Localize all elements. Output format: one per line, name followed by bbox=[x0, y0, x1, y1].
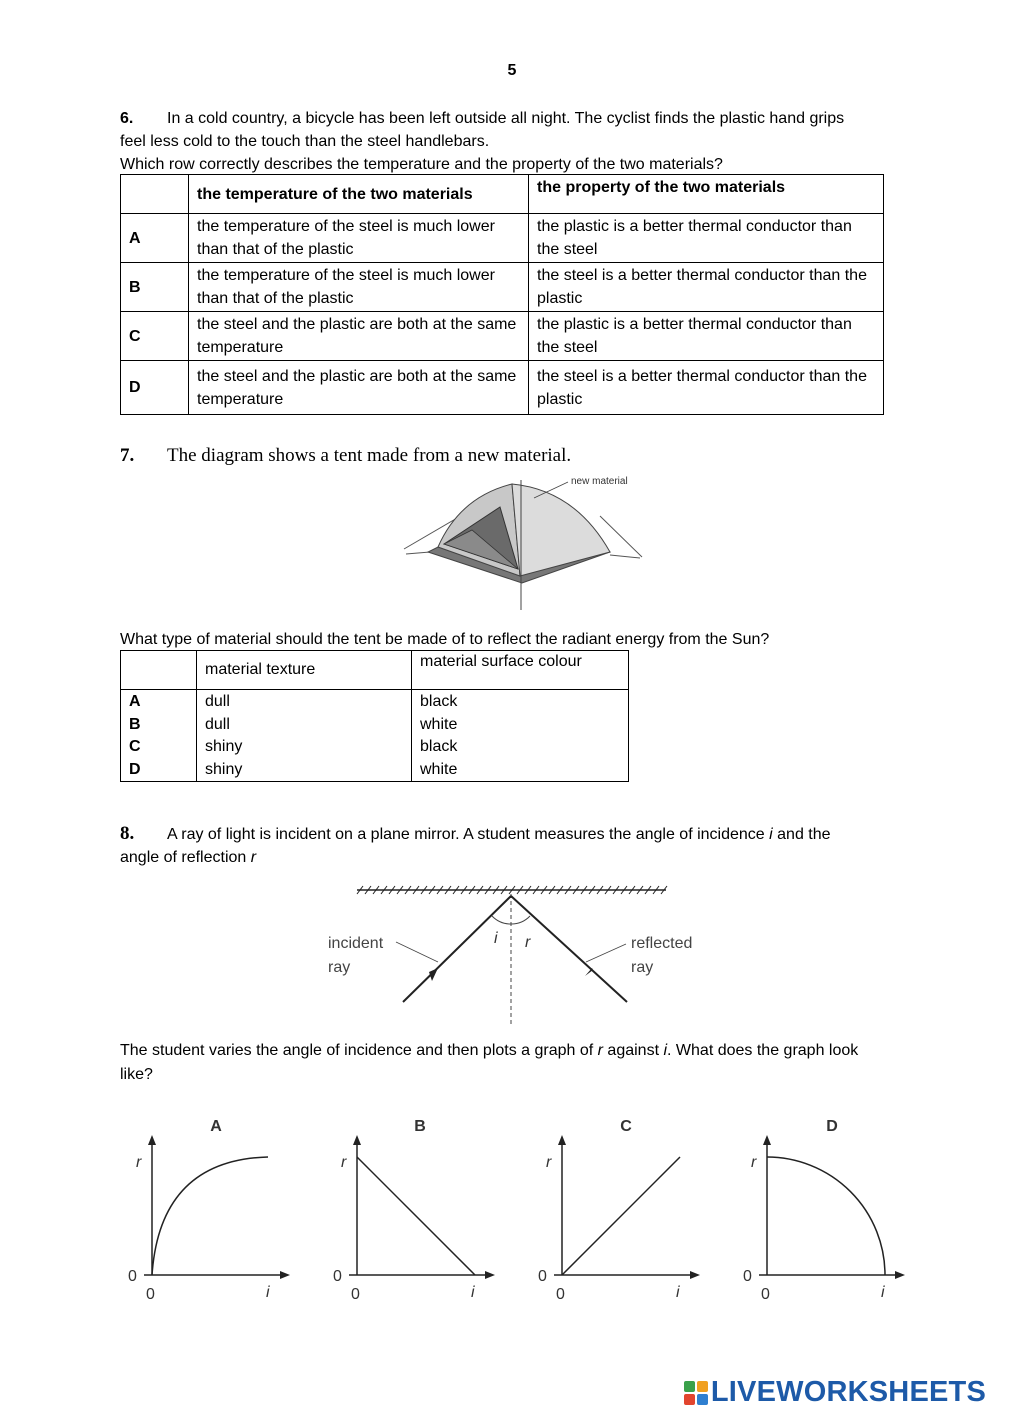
q8-question-line2: like? bbox=[120, 1066, 153, 1083]
q6-row-temp: the steel and the plastic are both at the same temperature bbox=[189, 361, 529, 415]
q7-row-a bbox=[121, 690, 629, 714]
q6-row-letter: A bbox=[121, 214, 189, 263]
graph-d-label: D bbox=[826, 1118, 838, 1135]
graph-a-y-label: r bbox=[136, 1154, 142, 1171]
graph-a bbox=[128, 1118, 290, 1303]
q7-header-blank bbox=[121, 651, 197, 690]
graph-c-y-arrow bbox=[558, 1135, 566, 1145]
guy-rope-right-2 bbox=[610, 555, 640, 558]
q6-row-prop: the plastic is a better thermal conductor than the steel bbox=[529, 312, 884, 361]
q6-text-line2: feel less cold to the touch than the steel handlebars. bbox=[120, 133, 490, 150]
mirror-diagram bbox=[320, 880, 693, 1030]
q8-question-part3: . What does the graph look bbox=[667, 1042, 859, 1059]
angle-r-label: r bbox=[525, 934, 531, 951]
graph-b bbox=[333, 1118, 495, 1303]
q6-row-prop: the steel is a better thermal conductor than the plastic bbox=[529, 361, 884, 415]
q6-row-letter: B bbox=[121, 263, 189, 312]
q6-row-b bbox=[121, 263, 884, 312]
q7-number: 7. bbox=[120, 445, 135, 466]
graph-b-y-arrow bbox=[353, 1135, 361, 1145]
q8-question-part1: The student varies the angle of incidence and then plots a graph of bbox=[120, 1042, 598, 1059]
q6-header-blank bbox=[121, 175, 189, 214]
q6-question: Which row correctly describes the temperature and the property of the two materials? bbox=[120, 156, 723, 173]
graph-a-origin-x: 0 bbox=[146, 1286, 155, 1303]
graph-c-origin-y: 0 bbox=[538, 1268, 547, 1285]
graph-d-curve bbox=[767, 1157, 885, 1275]
q7-row-letter: A bbox=[121, 690, 197, 714]
new-material-label: new material bbox=[571, 476, 628, 487]
q6-number: 6. bbox=[120, 110, 134, 127]
graph-c-y-label: r bbox=[546, 1154, 552, 1171]
logo-text: LIVEWORKSHEETS bbox=[710, 1376, 986, 1408]
q8-text-line2: angle of reflection bbox=[120, 849, 251, 866]
q8-question-part2: against bbox=[602, 1042, 664, 1059]
q7-row-colour: black bbox=[412, 690, 629, 714]
graph-a-label: A bbox=[210, 1118, 222, 1135]
q8-text bbox=[120, 822, 920, 869]
q7-row-b bbox=[121, 714, 629, 737]
graph-b-y-label: r bbox=[341, 1154, 347, 1171]
q6-header-prop: the property of the two materials bbox=[529, 175, 884, 214]
graph-a-y-arrow bbox=[148, 1135, 156, 1145]
q8-text-part1: A ray of light is incident on a plane mirror. A student measures the angle of incidence bbox=[167, 826, 770, 843]
graph-d-y-arrow bbox=[763, 1135, 771, 1145]
reflected-label-2: ray bbox=[631, 959, 654, 976]
q7-header-texture: material texture bbox=[197, 651, 412, 690]
graph-d-x-arrow bbox=[895, 1271, 905, 1279]
graph-a-x-label: i bbox=[266, 1284, 270, 1301]
angle-i-label: i bbox=[494, 930, 498, 947]
q6-header-row bbox=[121, 175, 884, 214]
graph-b-line bbox=[357, 1157, 475, 1275]
liveworksheets-logo[interactable] bbox=[684, 1376, 986, 1409]
graph-b-x-arrow bbox=[485, 1271, 495, 1279]
graph-d bbox=[743, 1118, 905, 1303]
q7-row-letter: D bbox=[121, 759, 197, 782]
q7-row-c bbox=[121, 736, 629, 759]
q6-table bbox=[120, 174, 884, 415]
graph-d-origin-x: 0 bbox=[761, 1286, 770, 1303]
q6-row-prop: the plastic is a better thermal conductor than the steel bbox=[529, 214, 884, 263]
q6-text bbox=[120, 107, 900, 176]
q7-header-row bbox=[121, 651, 629, 690]
q7-text-body: The diagram shows a tent made from a new material. bbox=[167, 445, 572, 466]
q8-number: 8. bbox=[120, 823, 135, 844]
graph-d-origin-y: 0 bbox=[743, 1268, 752, 1285]
incident-arrow bbox=[429, 968, 438, 981]
q6-header-temp: the temperature of the two materials bbox=[189, 175, 529, 214]
incident-label-1: incident bbox=[328, 935, 384, 952]
q8-text-part2: and the bbox=[772, 826, 831, 843]
q8-question-r: r bbox=[597, 1042, 603, 1059]
graph-c-line bbox=[562, 1157, 680, 1275]
q6-row-temp: the steel and the plastic are both at the same temperature bbox=[189, 312, 529, 361]
answer-graphs bbox=[120, 1105, 920, 1315]
tent-right-panel bbox=[512, 484, 610, 576]
reflected-label-1: reflected bbox=[631, 935, 693, 952]
q6-row-c bbox=[121, 312, 884, 361]
graph-c-origin-x: 0 bbox=[556, 1286, 565, 1303]
q7-question: What type of material should the tent be made of to reflect the radiant energy from the Sun? bbox=[120, 631, 770, 648]
q7-text bbox=[120, 445, 571, 467]
q7-row-d bbox=[121, 759, 629, 782]
graph-a-x-arrow bbox=[280, 1271, 290, 1279]
incident-leader bbox=[396, 942, 438, 962]
q7-header-colour: material surface colour bbox=[412, 651, 629, 690]
incident-ray bbox=[403, 896, 511, 1002]
page-number: 5 bbox=[507, 62, 517, 79]
tent-diagram bbox=[400, 472, 650, 614]
q8-r-symbol: r bbox=[250, 849, 257, 866]
q7-row-texture: dull bbox=[197, 690, 412, 714]
q7-row-colour: white bbox=[412, 759, 629, 782]
graph-b-x-label: i bbox=[471, 1284, 475, 1301]
q6-text-line1: In a cold country, a bicycle has been left outside all night. The cyclist finds the plastic hand grips bbox=[167, 110, 845, 127]
q7-table bbox=[120, 650, 629, 782]
reflected-arrow bbox=[585, 968, 593, 976]
graph-c-label: C bbox=[620, 1118, 632, 1135]
q7-row-texture: shiny bbox=[197, 736, 412, 759]
graph-c-x-label: i bbox=[676, 1284, 680, 1301]
graph-b-origin-x: 0 bbox=[351, 1286, 360, 1303]
graph-c-x-arrow bbox=[690, 1271, 700, 1279]
q8-i-symbol: i bbox=[769, 826, 773, 843]
q6-row-letter: C bbox=[121, 312, 189, 361]
q8-question-i: i bbox=[663, 1042, 668, 1059]
graph-a-origin-y: 0 bbox=[128, 1268, 137, 1285]
q6-row-temp: the temperature of the steel is much lower than that of the plastic bbox=[189, 214, 529, 263]
graph-b-label: B bbox=[414, 1118, 426, 1135]
graph-c bbox=[538, 1118, 700, 1303]
q7-row-colour: white bbox=[412, 714, 629, 737]
q7-row-letter: C bbox=[121, 736, 197, 759]
angle-i-arc bbox=[492, 916, 511, 924]
graph-b-origin-y: 0 bbox=[333, 1268, 342, 1285]
q6-row-prop: the steel is a better thermal conductor than the plastic bbox=[529, 263, 884, 312]
q7-row-letter: B bbox=[121, 714, 197, 737]
q7-row-texture: shiny bbox=[197, 759, 412, 782]
q7-row-colour: black bbox=[412, 736, 629, 759]
q7-row-texture: dull bbox=[197, 714, 412, 737]
graph-d-x-label: i bbox=[881, 1284, 885, 1301]
reflected-leader bbox=[586, 944, 626, 962]
q8-question bbox=[120, 1039, 920, 1087]
incident-label-2: ray bbox=[328, 959, 351, 976]
q6-row-temp: the temperature of the steel is much lower than that of the plastic bbox=[189, 263, 529, 312]
q6-row-letter: D bbox=[121, 361, 189, 415]
q6-row-a bbox=[121, 214, 884, 263]
angle-r-arc bbox=[511, 916, 530, 924]
guy-rope-left-2 bbox=[406, 552, 430, 554]
graph-d-y-label: r bbox=[751, 1154, 757, 1171]
graph-a-curve bbox=[152, 1157, 268, 1275]
logo-grid-icon bbox=[684, 1381, 708, 1405]
q6-row-d bbox=[121, 361, 884, 415]
